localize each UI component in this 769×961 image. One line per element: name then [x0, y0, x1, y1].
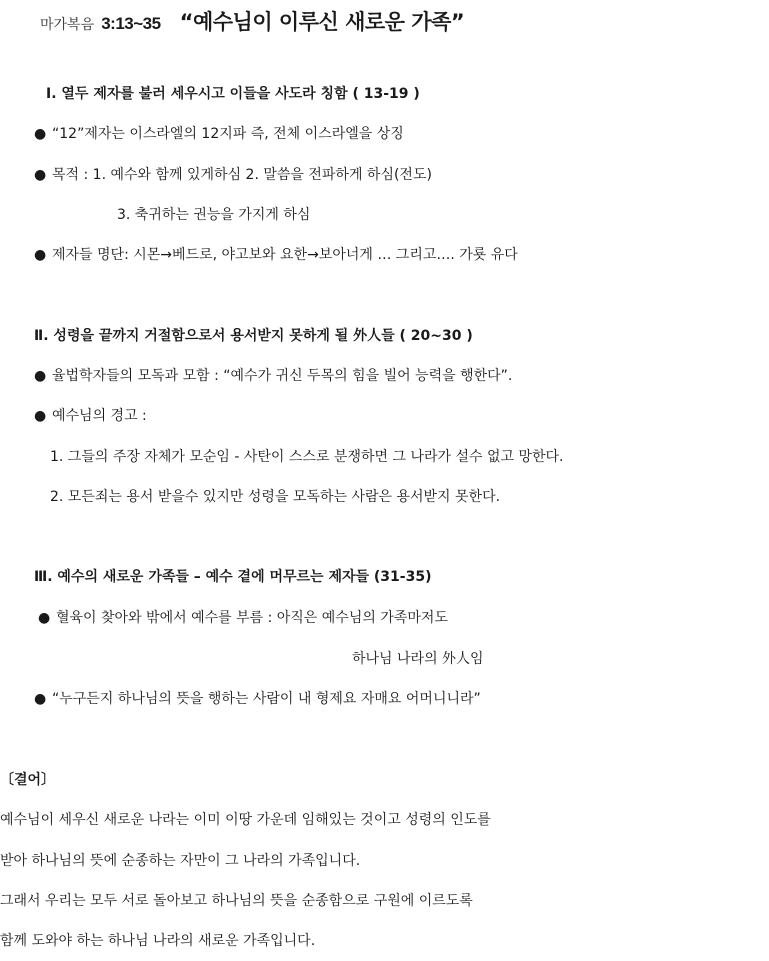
bullet-icon: ● — [34, 167, 47, 183]
section-3-item-2 — [34, 690, 481, 708]
section-1-item-2 — [34, 166, 432, 184]
conclusion-heading: 〔결어〕 — [0, 772, 56, 788]
title-scripture-ref: 3:13~35 — [101, 14, 161, 33]
conclusion-line-4: 함께 도와야 하는 하나님 나라의 새로운 가족입니다. — [0, 933, 316, 949]
section-3-item-2-text: “누구든지 하나님의 뜻을 행하는 사람이 내 형제요 자매요 어머니니라” — [52, 691, 481, 707]
section-1-item-2-text: 목적 : 1. 예수와 함께 있게하심 2. 말씀을 전파하게 하심(전도) — [52, 167, 432, 183]
section-2-heading: Ⅱ. 성령을 끝까지 거절함으로서 용서받지 못하게 될 外人들 ( 20~30 ) — [34, 328, 473, 344]
bullet-icon: ● — [34, 247, 47, 263]
title-main: “예수님이 이루신 새로운 가족” — [179, 10, 465, 34]
section-2-item-2 — [34, 407, 147, 425]
section-2-item-1-text: 율법학자들의 모독과 모함 : “예수가 귀신 두목의 힘을 빌어 능력을 행한다”. — [52, 368, 513, 384]
conclusion-line-1: 예수님이 세우신 새로운 나라는 이미 이땅 가운데 임해있는 것이고 성령의 인도를 — [0, 812, 491, 828]
conclusion-line-3: 그래서 우리는 모두 서로 돌아보고 하나님의 뜻을 순종함으로 구원에 이르도록 — [0, 893, 473, 909]
section-3-item-1 — [38, 609, 448, 627]
conclusion-line-2: 받아 하나님의 뜻에 순종하는 자만이 그 나라의 가족입니다. — [0, 853, 361, 869]
bullet-icon: ● — [34, 368, 47, 384]
title-ref-label: 마가복음 — [40, 17, 95, 33]
section-1-item-2-cont: 3. 축귀하는 권능을 가지게 하심 — [117, 207, 311, 223]
section-3-heading: Ⅲ. 예수의 새로운 가족들 – 예수 곁에 머무르는 제자들 (31-35) — [34, 569, 432, 585]
bullet-icon: ● — [34, 408, 47, 424]
section-2-warning-1: 1. 그들의 주장 자체가 모순임 - 사탄이 스스로 분쟁하면 그 나라가 설수 없고 망한다. — [50, 449, 564, 465]
section-1-heading: Ⅰ. 열두 제자를 불러 세우시고 이들을 사도라 칭함 ( 13-19 ) — [46, 86, 420, 102]
section-2-warning-2: 2. 모든죄는 용서 받을수 있지만 성령을 모독하는 사람은 용서받지 못한다. — [50, 489, 501, 505]
section-1-item-3 — [34, 246, 518, 264]
section-3-item-1-text: 혈육이 찾아와 밖에서 예수를 부름 : 아직은 예수님의 가족마저도 — [56, 610, 448, 626]
bullet-icon: ● — [34, 691, 47, 707]
section-1-item-1-text: “12”제자는 이스라엘의 12지파 즉, 전체 이스라엘을 상징 — [52, 126, 404, 142]
bullet-icon: ● — [34, 126, 47, 142]
section-1-item-3-text: 제자들 명단: 시몬→베드로, 야고보와 요한→보아너게 … 그리고…. 가룟 유다 — [52, 247, 518, 263]
page-title — [40, 6, 464, 36]
section-3-item-1-cont: 하나님 나라의 外人임 — [352, 651, 484, 667]
section-2-item-1 — [34, 367, 512, 385]
section-1-item-1 — [34, 125, 404, 143]
bullet-icon: ● — [38, 610, 51, 626]
section-2-item-2-text: 예수님의 경고 : — [52, 408, 147, 424]
